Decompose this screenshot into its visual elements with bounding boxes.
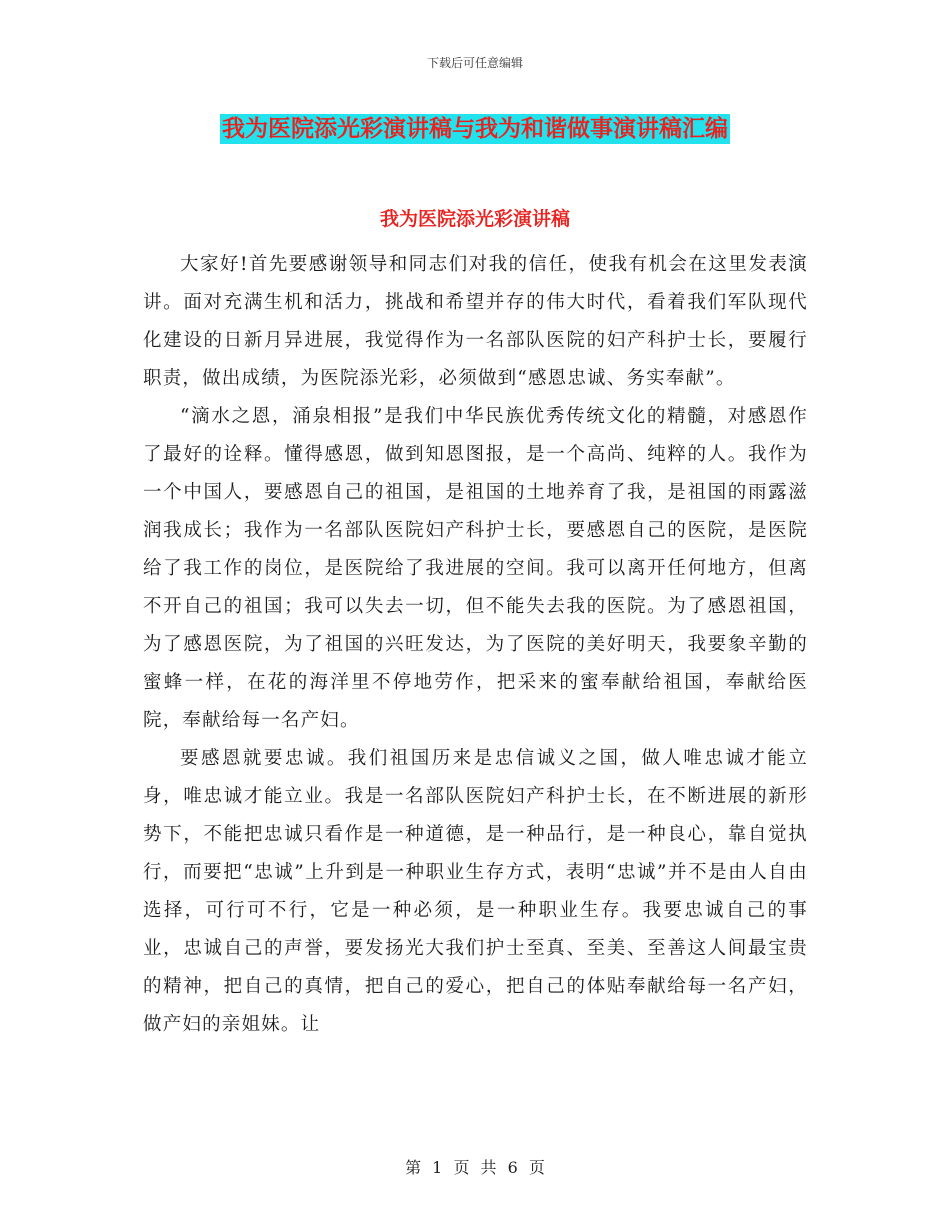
paragraph: 要感恩就要忠诚。我们祖国历来是忠信诚义之国，做人唯忠诚才能立身，唯忠诚才能立业。我是一名部队医院妇产科护士长，在不断进展的新形势下，不能把忠诚只看作是一种道德，是一种品行，是一种良心，靠自觉执行，而要把“忠诚”上升到是一种职业生存方式，表明“忠诚”并不是由人自由选择，可行可不行，它是一种必须，是一种职业生存。我要忠诚自己的事业，忠诚自己的声誉，要发扬光大我们护士至真、至美、至善这人间最宝贵的精神，把自己的真情，把自己的爱心，把自己的体贴奉献给每一名产妇，做产妇的亲姐妹。让 (143, 748, 808, 1035)
page-header-note: 下载后可任意编辑 (426, 56, 523, 70)
section-title: 我为医院添光彩演讲稿 (379, 208, 570, 230)
document-title: 我为医院添光彩演讲稿与我为和谐做事演讲稿汇编 (222, 116, 728, 142)
document-title-container (0, 114, 950, 144)
page-number: 第 1 页 共 6 页 (405, 1158, 545, 1177)
paragraph: 大家好!首先要感谢领导和同志们对我的信任，使我有机会在这里发表演讲。面对充满生机和活力，挑战和希望并存的伟大时代，看着我们军队现代化建设的日新月异进展，我觉得作为一名部队医院的妇产科护士长，要履行职责，做出成绩，为医院添光彩，必须做到“感恩忠诚、务实奉献”。 (143, 254, 808, 389)
document-body (143, 246, 808, 1044)
paragraph: “滴水之恩，涌泉相报”是我们中华民族优秀传统文化的精髓，对感恩作了最好的诠释。懂得感恩，做到知恩图报，是一个高尚、纯粹的人。我作为一个中国人，要感恩自己的祖国，是祖国的土地养育了我，是祖国的雨露滋润我成长；我作为一名部队医院妇产科护士长，要感恩自己的医院，是医院给了我工作的岗位，是医院给了我进展的空间。我可以离开任何地方，但离不开自己的祖国；我可以失去一切，但不能失去我的医院。为了感恩祖国，为了感恩医院，为了祖国的兴旺发达，为了医院的美好明天，我要象辛勤的蜜蜂一样，在花的海洋里不停地劳作，把采来的蜜奉献给祖国，奉献给医院，奉献给每一名产妇。 (143, 406, 808, 731)
